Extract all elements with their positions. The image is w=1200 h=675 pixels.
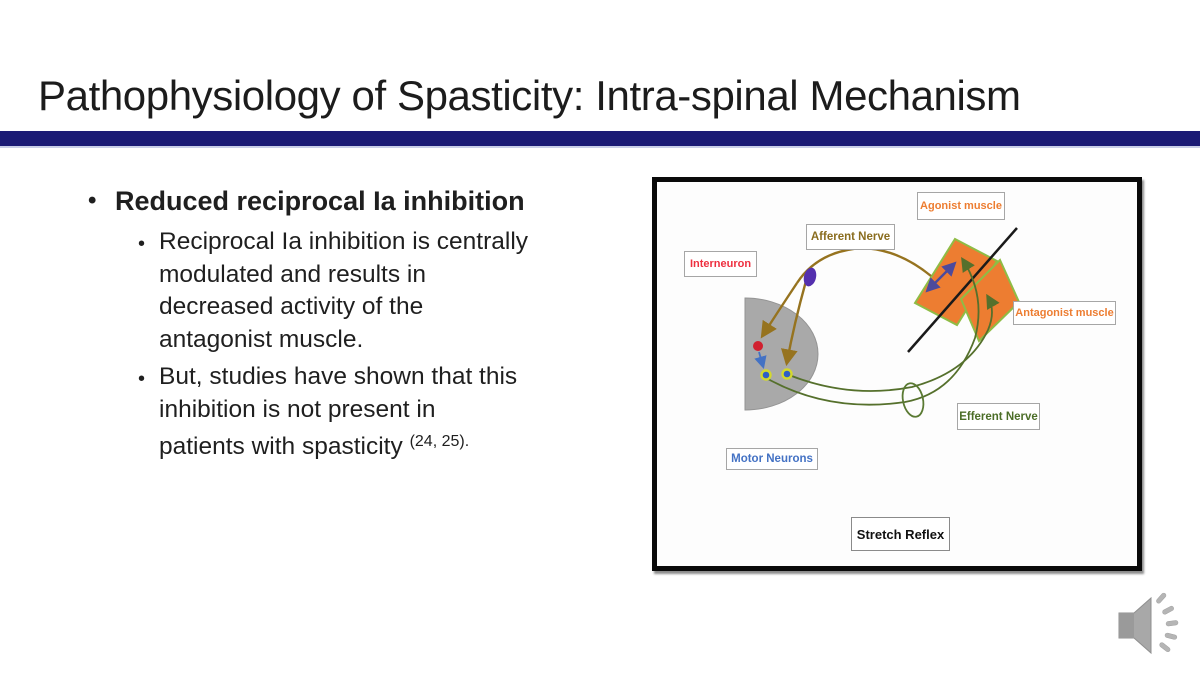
agonist-muscle-label: Agonist muscle bbox=[917, 192, 1005, 220]
title-divider-bar bbox=[0, 131, 1200, 148]
sub-bullet-1 bbox=[138, 226, 633, 356]
efferent-nerve-label: Efferent Nerve bbox=[957, 403, 1040, 430]
sound-waves-icon bbox=[1155, 592, 1178, 652]
text-line: Reciprocal Ia inhibition is centrally bbox=[159, 228, 529, 255]
stretch-reflex-diagram bbox=[652, 177, 1142, 571]
motor-neuron-right bbox=[783, 370, 792, 379]
bullet-marker: • bbox=[138, 368, 146, 390]
slide-title: Pathophysiology of Spasticity: Intra-spinal Mechanism bbox=[38, 72, 1021, 119]
afferent-nerve-label: Afferent Nerve bbox=[806, 224, 895, 250]
sub-bullet-group bbox=[88, 226, 633, 464]
text-line: patients with spasticity bbox=[159, 433, 410, 460]
text-line: modulated and results in bbox=[159, 260, 426, 288]
reflex-arc-drawing bbox=[657, 182, 1137, 566]
interneuron-dot bbox=[753, 341, 763, 351]
sub-bullet-2-text bbox=[159, 361, 517, 464]
audio-playback-control[interactable] bbox=[1112, 585, 1196, 669]
spinal-cord-section bbox=[745, 298, 818, 410]
bullet-list bbox=[88, 184, 633, 464]
text-line: decreased activity of the bbox=[159, 293, 424, 320]
bullet-marker: • bbox=[88, 187, 97, 214]
text-line: inhibition is not present in bbox=[159, 395, 436, 423]
bullet-main-text: Reduced reciprocal Ia inhibition bbox=[115, 186, 525, 216]
motor-neuron-left bbox=[762, 371, 771, 380]
bullet-marker: • bbox=[138, 233, 146, 255]
antagonist-muscle-label: Antagonist muscle bbox=[1013, 301, 1116, 325]
interneuron-label: Interneuron bbox=[684, 251, 757, 277]
sub-bullet-1-text bbox=[159, 226, 528, 356]
text-line: antagonist muscle. bbox=[159, 325, 364, 353]
speaker-icon bbox=[1112, 585, 1196, 669]
motor-neurons-label: Motor Neurons bbox=[726, 448, 818, 470]
afferent-nerve-path bbox=[797, 248, 931, 283]
sub-bullet-2 bbox=[138, 361, 633, 464]
bullet-main bbox=[88, 184, 633, 218]
text-line: But, studies have shown that this bbox=[159, 363, 518, 390]
citation-superscript: (24, 25). bbox=[409, 433, 470, 450]
stretch-reflex-label: Stretch Reflex bbox=[851, 517, 950, 551]
